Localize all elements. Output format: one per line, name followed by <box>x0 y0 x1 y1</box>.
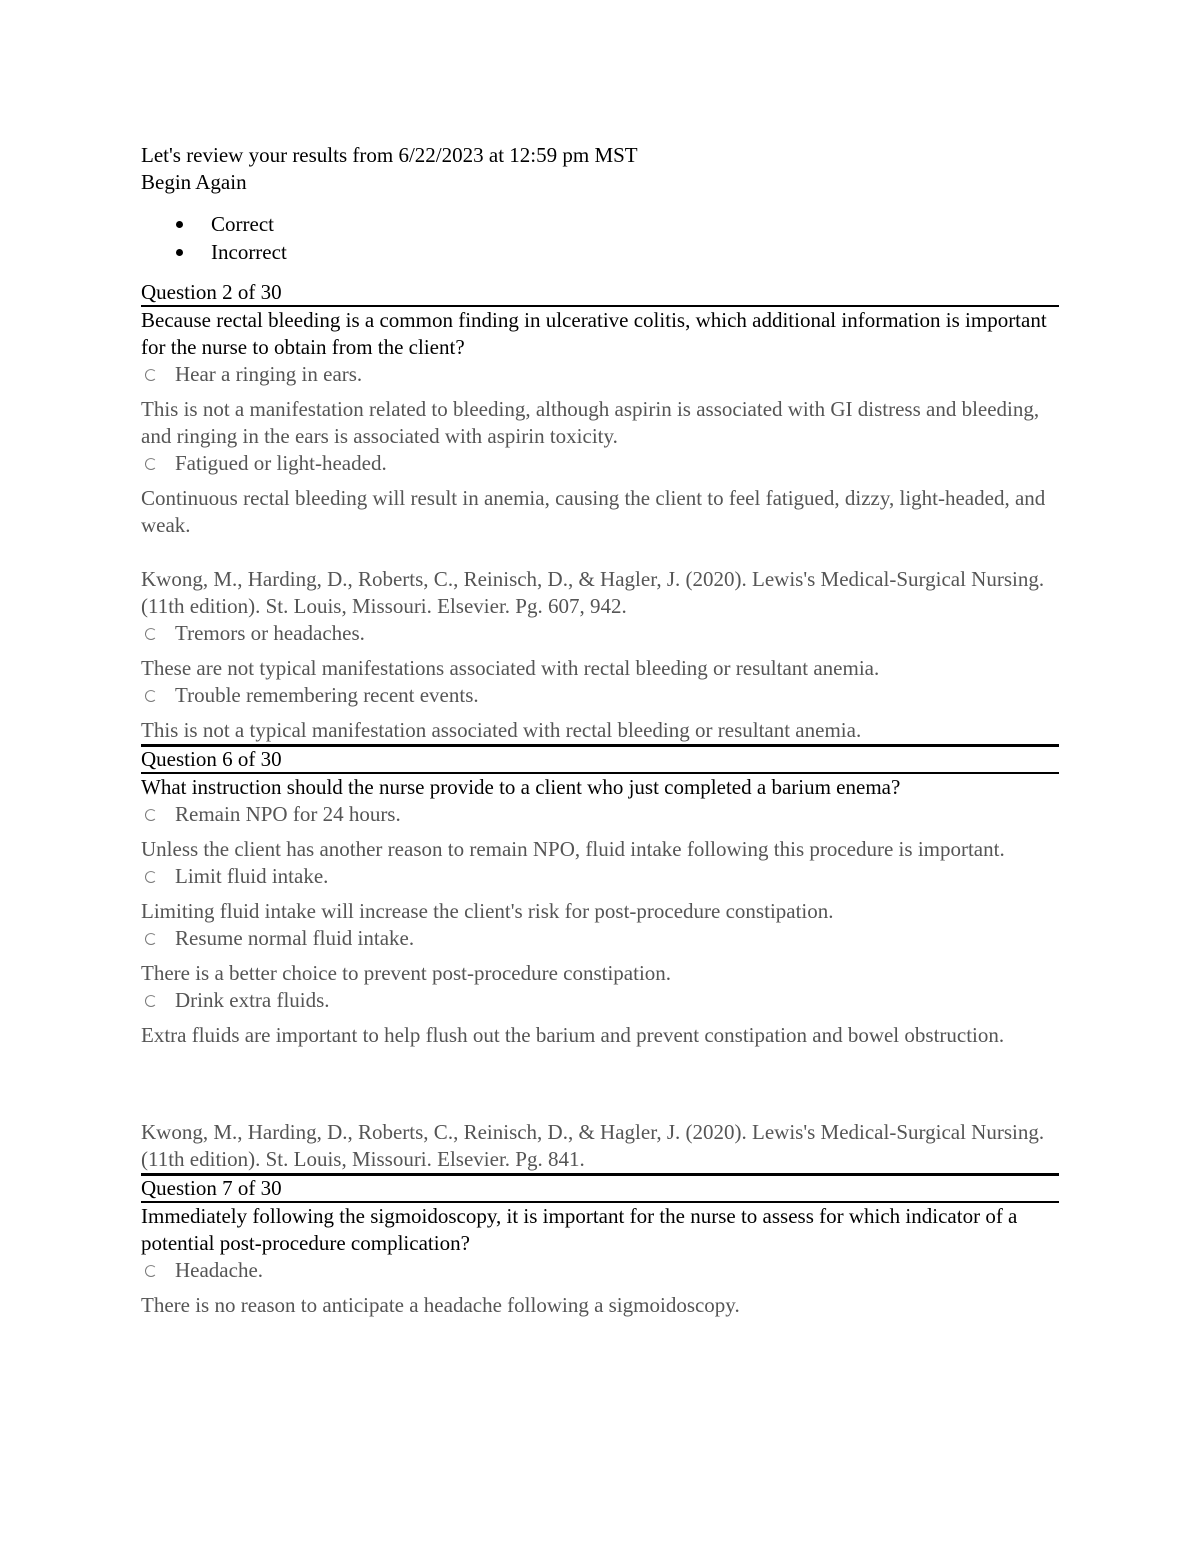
legend-item-correct <box>141 210 1059 238</box>
option-feedback: Continuous rectal bleeding will result in anemia, causing the client to feel fatigued, dizzy, light-headed, and weak. <box>141 486 1046 537</box>
question-text: Because rectal bleeding is a common finding in ulcerative colitis, which additional information is important for the nurse to obtain from the client? <box>141 308 1047 359</box>
begin-again-link[interactable]: Begin Again <box>141 170 247 194</box>
option-feedback: This is not a manifestation related to bleeding, although aspirin is associated with GI distress and bleeding, and ringing in the ears is associated with aspirin toxicity. <box>141 397 1040 448</box>
legend-label: Correct <box>211 212 274 236</box>
option-feedback: Limiting fluid intake will increase the client's risk for post-procedure constipation. <box>141 899 834 923</box>
option-feedback: These are not typical manifestations associated with rectal bleeding or resultant anemia. <box>141 656 880 680</box>
option-label: Trouble remembering recent events. <box>175 683 479 707</box>
answer-option[interactable] <box>141 801 1059 828</box>
option-label: Remain NPO for 24 hours. <box>175 802 401 826</box>
legend-item-incorrect <box>141 238 1059 266</box>
answer-option[interactable] <box>141 863 1059 890</box>
answer-option[interactable] <box>141 1257 1059 1284</box>
spacer <box>141 1049 1059 1119</box>
question-block <box>141 280 1059 744</box>
review-heading: Let's review your results from 6/22/2023 at 12:59 pm MST <box>141 143 638 167</box>
question-text: Immediately following the sigmoidoscopy, it is important for the nurse to assess for which indicator of a potential post-procedure complication? <box>141 1204 1018 1255</box>
question-block <box>141 1173 1059 1319</box>
radio-icon[interactable] <box>145 369 157 381</box>
radio-icon[interactable] <box>145 458 157 470</box>
radio-icon[interactable] <box>145 995 157 1007</box>
reference-citation: Kwong, M., Harding, D., Roberts, C., Reinisch, D., & Hagler, J. (2020). Lewis's Medical-Surgical Nursing. (11th edition). St. Louis, Missouri. Elsevier. Pg. 607, 942. <box>141 567 1045 618</box>
option-feedback: Unless the client has another reason to remain NPO, fluid intake following this procedure is important. <box>141 837 1005 861</box>
answer-option[interactable] <box>141 987 1059 1014</box>
option-feedback: This is not a typical manifestation associated with rectal bleeding or resultant anemia. <box>141 718 862 742</box>
answer-option[interactable] <box>141 682 1059 709</box>
bullet-icon <box>176 221 183 228</box>
radio-icon[interactable] <box>145 1265 157 1277</box>
question-header: Question 2 of 30 <box>141 280 1059 307</box>
option-label: Limit fluid intake. <box>175 864 329 888</box>
radio-icon[interactable] <box>145 871 157 883</box>
option-feedback: There is a better choice to prevent post-procedure constipation. <box>141 961 672 985</box>
question-header: Question 7 of 30 <box>141 1173 1059 1203</box>
reference-citation: Kwong, M., Harding, D., Roberts, C., Reinisch, D., & Hagler, J. (2020). Lewis's Medical-Surgical Nursing. (11th edition). St. Louis, Missouri. Elsevier. Pg. 841. <box>141 1120 1045 1171</box>
option-label: Tremors or headaches. <box>175 621 365 645</box>
results-page <box>141 142 1059 1319</box>
legend-label: Incorrect <box>211 240 287 264</box>
option-label: Fatigued or light-headed. <box>175 451 387 475</box>
option-feedback: There is no reason to anticipate a headache following a sigmoidoscopy. <box>141 1293 740 1317</box>
answer-option[interactable] <box>141 620 1059 647</box>
radio-icon[interactable] <box>145 809 157 821</box>
option-label: Resume normal fluid intake. <box>175 926 415 950</box>
spacer <box>141 539 1059 566</box>
option-label: Headache. <box>175 1258 264 1282</box>
option-feedback: Extra fluids are important to help flush out the barium and prevent constipation and bowel obstruction. <box>141 1023 1005 1047</box>
answer-option[interactable] <box>141 450 1059 477</box>
answer-option[interactable] <box>141 361 1059 388</box>
option-label: Drink extra fluids. <box>175 988 330 1012</box>
question-text: What instruction should the nurse provide to a client who just completed a barium enema? <box>141 775 901 799</box>
option-label: Hear a ringing in ears. <box>175 362 363 386</box>
bullet-icon <box>176 249 183 256</box>
radio-icon[interactable] <box>145 933 157 945</box>
answer-option[interactable] <box>141 925 1059 952</box>
question-block <box>141 744 1059 1173</box>
radio-icon[interactable] <box>145 628 157 640</box>
question-header: Question 6 of 30 <box>141 744 1059 774</box>
radio-icon[interactable] <box>145 690 157 702</box>
result-legend <box>141 210 1059 266</box>
